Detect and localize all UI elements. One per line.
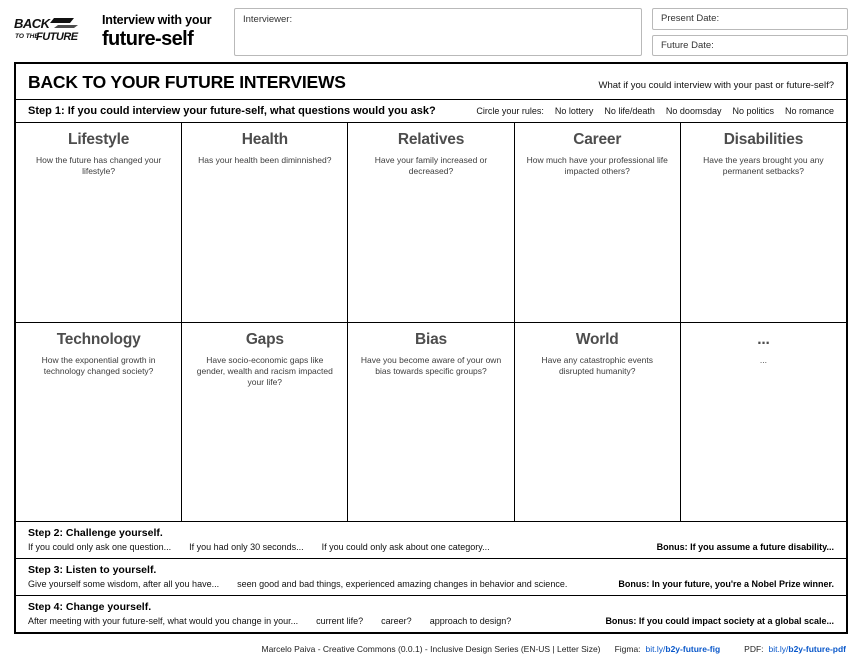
brand-text bbox=[102, 14, 211, 49]
future-date-label: Future Date: bbox=[661, 39, 714, 51]
pdf-link-prefix: bit.ly/ bbox=[768, 644, 789, 654]
svg-text:FUTURE: FUTURE bbox=[36, 31, 78, 43]
category-card-disabilities[interactable] bbox=[681, 123, 846, 322]
category-description: How much have your professional life impacted others? bbox=[526, 155, 668, 177]
step-2-block bbox=[16, 522, 846, 559]
step-2-prompt-1[interactable]: If you could only ask one question... bbox=[28, 542, 172, 552]
worksheet bbox=[14, 62, 848, 634]
category-card-health[interactable] bbox=[182, 123, 348, 322]
category-card-world[interactable] bbox=[515, 323, 681, 522]
rules-lead-label: Circle your rules: bbox=[476, 106, 544, 116]
brand-line-1: Interview with your bbox=[102, 13, 212, 28]
rule-option-no-politics[interactable]: No politics bbox=[732, 106, 774, 116]
step-4-prompt-2[interactable]: current life? bbox=[316, 616, 364, 626]
step-2-prompt-3[interactable]: If you could only ask about one category... bbox=[321, 542, 490, 552]
category-title: Gaps bbox=[245, 330, 284, 348]
category-title: Disabilities bbox=[723, 131, 804, 148]
category-card-blank[interactable] bbox=[681, 323, 846, 522]
step-4-block bbox=[16, 596, 846, 632]
category-card-career[interactable] bbox=[515, 123, 681, 322]
step-4-title: Step 4: Change yourself. bbox=[28, 601, 152, 613]
rule-option-no-life-death[interactable]: No life/death bbox=[604, 106, 655, 116]
rules-list bbox=[476, 106, 834, 116]
pdf-link[interactable] bbox=[769, 644, 846, 654]
figma-link-prefix: bit.ly/ bbox=[645, 644, 666, 654]
category-title: Health bbox=[241, 131, 288, 148]
category-description: Has your health been diminnished? bbox=[198, 155, 332, 165]
category-title: Lifestyle bbox=[68, 131, 130, 148]
figma-link-slug: b2y-future-fig bbox=[665, 644, 721, 654]
present-date-label: Present Date: bbox=[661, 13, 720, 25]
category-description: How the future has changed your lifestyle? bbox=[35, 155, 162, 177]
category-card-bias[interactable] bbox=[348, 323, 514, 522]
step-3-prompt-2[interactable]: seen good and bad things, experienced amazing changes in behavior and science. bbox=[237, 579, 568, 589]
rule-option-no-romance[interactable]: No romance bbox=[784, 106, 834, 116]
date-fields bbox=[652, 8, 848, 56]
category-description: Have you become aware of your own bias towards specific groups? bbox=[360, 354, 502, 376]
pdf-label: PDF: bbox=[744, 644, 764, 654]
step-4-prompts bbox=[28, 616, 511, 626]
rule-option-no-lottery[interactable]: No lottery bbox=[554, 106, 594, 116]
step-4-bonus: Bonus: If you could impact society at a global scale... bbox=[605, 616, 834, 626]
step-3-title: Step 3: Listen to yourself. bbox=[28, 564, 157, 576]
step-2-prompts bbox=[28, 542, 490, 552]
category-title: Technology bbox=[56, 330, 141, 348]
category-grid bbox=[16, 123, 846, 522]
step-3-block bbox=[16, 559, 846, 596]
worksheet-title-row bbox=[16, 64, 846, 99]
future-date-field[interactable] bbox=[652, 35, 848, 57]
step-2-bonus: Bonus: If you assume a future disability... bbox=[656, 542, 834, 552]
step-1-label: Step 1: If you could interview your future-self, what questions would you ask? bbox=[28, 105, 436, 117]
step-1-row bbox=[16, 99, 846, 123]
back-to-the-future-logo-icon bbox=[14, 15, 92, 49]
category-description: ... bbox=[759, 354, 767, 365]
category-card-gaps[interactable] bbox=[182, 323, 348, 522]
category-description: Have your family increased or decreased? bbox=[374, 155, 488, 177]
page-header bbox=[0, 0, 862, 62]
footer-figma bbox=[615, 644, 721, 654]
brand-block bbox=[14, 8, 224, 56]
interviewer-field[interactable] bbox=[234, 8, 642, 56]
page-footer bbox=[0, 634, 862, 664]
footer-credit: Marcelo Paiva - Creative Commons (0.0.1) - Inclusive Design Series (EN-US | Letter Size) bbox=[261, 644, 601, 654]
svg-text:BACK: BACK bbox=[14, 16, 50, 31]
pdf-link-slug: b2y-future-pdf bbox=[788, 644, 846, 654]
step-2-prompt-2[interactable]: If you had only 30 seconds... bbox=[189, 542, 304, 552]
footer-pdf bbox=[744, 644, 846, 654]
category-title: ... bbox=[757, 330, 770, 348]
category-row-1 bbox=[16, 123, 846, 323]
category-description: How the exponential growth in technology changed society? bbox=[41, 354, 156, 376]
svg-text:TO THE: TO THE bbox=[15, 33, 39, 40]
step-3-prompt-1[interactable]: Give yourself some wisdom, after all you have... bbox=[28, 579, 220, 589]
step-4-prompt-3[interactable]: career? bbox=[381, 616, 412, 626]
category-title: Relatives bbox=[397, 131, 465, 148]
step-2-line bbox=[28, 542, 834, 552]
figma-label: Figma: bbox=[614, 644, 641, 654]
step-3-bonus: Bonus: In your future, you're a Nobel Prize winner. bbox=[618, 579, 834, 589]
category-card-relatives[interactable] bbox=[348, 123, 514, 322]
step-4-prompt-4[interactable]: approach to design? bbox=[429, 616, 512, 626]
figma-link[interactable] bbox=[646, 644, 721, 654]
category-title: World bbox=[575, 330, 619, 348]
footer-links bbox=[615, 644, 846, 654]
category-description: Have any catastrophic events disrupted humanity? bbox=[541, 354, 653, 376]
category-title: Career bbox=[573, 131, 622, 148]
page-title: BACK TO YOUR FUTURE INTERVIEWS bbox=[28, 72, 346, 92]
brand-line-2: future-self bbox=[102, 27, 194, 50]
step-2-title: Step 2: Challenge yourself. bbox=[28, 527, 163, 539]
category-card-lifestyle[interactable] bbox=[16, 123, 182, 322]
step-3-prompts bbox=[28, 579, 567, 589]
step-4-prompt-1[interactable]: After meeting with your future-self, what would you change in your... bbox=[28, 616, 299, 626]
rule-option-no-doomsday[interactable]: No doomsday bbox=[665, 106, 722, 116]
category-description: Have socio-economic gaps like gender, wealth and racism impacted your life? bbox=[196, 354, 333, 388]
step-4-line bbox=[28, 616, 834, 626]
page-subtitle: What if you could interview with your past or future-self? bbox=[598, 80, 834, 91]
category-card-technology[interactable] bbox=[16, 323, 182, 522]
category-row-2 bbox=[16, 323, 846, 523]
step-3-line bbox=[28, 579, 834, 589]
present-date-field[interactable] bbox=[652, 8, 848, 30]
interviewer-label: Interviewer: bbox=[243, 14, 293, 25]
category-title: Bias bbox=[415, 330, 447, 348]
category-description: Have the years brought you any permanent setbacks? bbox=[703, 155, 824, 177]
